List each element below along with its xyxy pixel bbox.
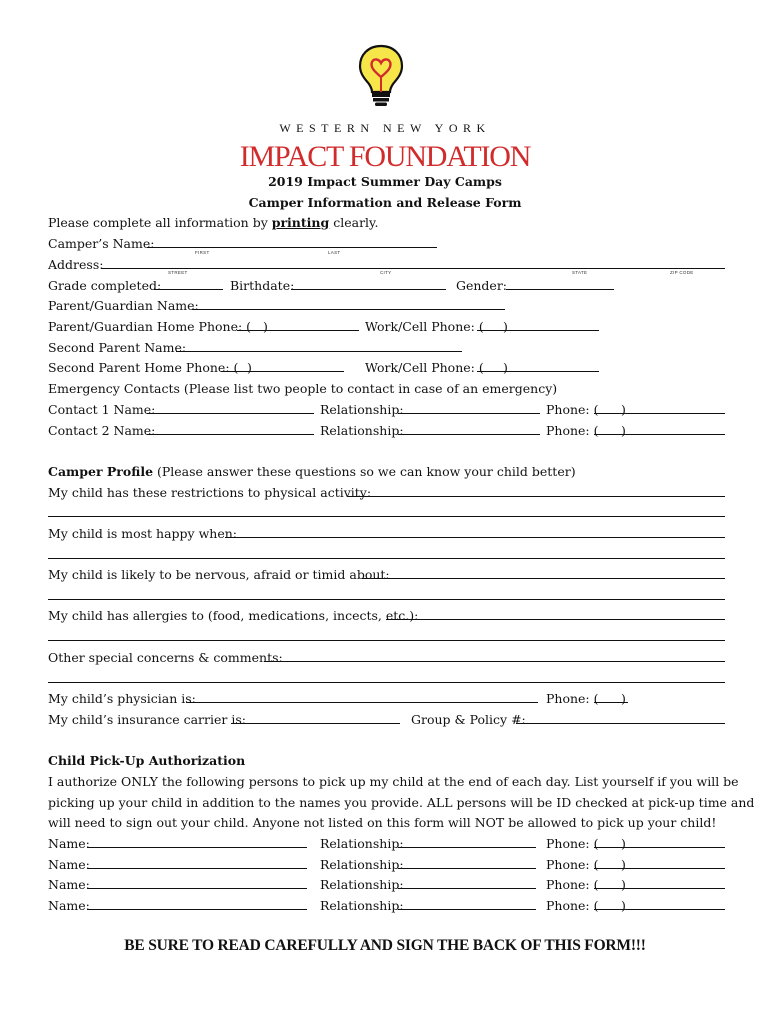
address-line[interactable] <box>101 268 725 269</box>
parent-home-phone-close: ) <box>263 319 268 334</box>
pickup4-relationship-label: Relationship: <box>320 898 404 913</box>
work-cell-phone-2-line[interactable] <box>477 371 599 372</box>
second-parent-name-label: Second Parent Name: <box>48 340 187 355</box>
work-cell-phone-2-label: Work/Cell Phone: ( <box>365 360 484 375</box>
contact1-relationship-line[interactable] <box>398 413 540 414</box>
work-cell-phone-2-close: ) <box>503 360 508 375</box>
contact2-name-line[interactable] <box>147 434 314 435</box>
physician-line[interactable] <box>186 702 538 703</box>
sign-back-notice: BE SURE TO READ CAREFULLY AND SIGN THE BACK OF THIS FORM!!! <box>124 937 646 954</box>
happy-line-1[interactable] <box>225 537 725 538</box>
address-label: Address: <box>48 257 104 272</box>
allergies-line-1[interactable] <box>386 619 725 620</box>
pickup-paragraph-2: picking up your child in addition to the names you provide. ALL persons will be ID checked at pick-up time and <box>48 795 755 810</box>
restrictions-label: My child has these restrictions to physical activity: <box>48 485 372 500</box>
pickup3-relationship-line[interactable] <box>398 888 536 889</box>
gender-line[interactable] <box>506 289 614 290</box>
concerns-line-1[interactable] <box>264 661 725 662</box>
pickup1-relationship-label: Relationship: <box>320 836 404 851</box>
parent-name-line[interactable] <box>192 309 505 310</box>
contact1-phone-label: Phone: ( <box>546 402 599 417</box>
pickup-paragraph-3: will need to sign out your child. Anyone not listed on this form will NOT be allowed to pick up your child! <box>48 815 717 830</box>
pickup1-name-line[interactable] <box>87 847 307 848</box>
contact1-phone-close: ) <box>621 402 626 417</box>
group-policy-label: Group & Policy #: <box>411 712 526 727</box>
form-title: 2019 Impact Summer Day Camps <box>268 174 502 189</box>
pickup2-relationship-label: Relationship: <box>320 857 404 872</box>
contact2-relationship-label: Relationship: <box>320 423 404 438</box>
intro-before: Please complete all information by <box>48 215 272 230</box>
physician-phone-close: ) <box>621 691 626 706</box>
contact2-relationship-line[interactable] <box>398 434 540 435</box>
happy-label: My child is most happy when: <box>48 526 237 541</box>
state-caption: STATE <box>572 270 588 275</box>
parent-name-label: Parent/Guardian Name: <box>48 298 199 313</box>
pickup1-phone-line[interactable] <box>594 847 725 848</box>
group-policy-line[interactable] <box>516 723 725 724</box>
first-name-caption: FIRST <box>195 250 210 255</box>
intro-text <box>48 215 378 231</box>
grade-label: Grade completed: <box>48 278 162 293</box>
pickup2-name-line[interactable] <box>87 868 307 869</box>
insurance-label: My child’s insurance carrier is: <box>48 712 246 727</box>
second-parent-home-phone-line[interactable] <box>221 371 344 372</box>
pickup4-phone-line[interactable] <box>594 909 725 910</box>
allergies-line-2[interactable] <box>48 640 725 641</box>
second-parent-name-line[interactable] <box>176 351 462 352</box>
form-subtitle: Camper Information and Release Form <box>248 195 522 210</box>
second-parent-home-phone-label: Second Parent Home Phone: ( <box>48 360 239 375</box>
allergies-label: My child has allergies to (food, medications, incects, etc.): <box>48 608 419 623</box>
nervous-line-2[interactable] <box>48 599 725 600</box>
contact2-phone-close: ) <box>621 423 626 438</box>
camper-profile-title: Camper Profile <box>48 464 154 479</box>
happy-line-2[interactable] <box>48 558 725 559</box>
pickup2-phone-line[interactable] <box>594 868 725 869</box>
street-caption: STREET <box>168 270 188 275</box>
emergency-contacts-label: Emergency Contacts (Please list two people to contact in case of an emergency) <box>48 381 558 396</box>
pickup3-name-line[interactable] <box>87 888 307 889</box>
camper-profile-heading <box>48 464 576 480</box>
org-title: IMPACT FOUNDATION <box>239 140 531 173</box>
pickup-heading: Child Pick-Up Authorization <box>48 753 246 768</box>
pickup2-phone-label: Phone: ( <box>546 857 599 872</box>
pickup-paragraph-1: I authorize ONLY the following persons to pick up my child at the end of each day. List yourself if you will be <box>48 774 739 789</box>
second-parent-home-phone-close: ) <box>247 360 252 375</box>
physician-label: My child’s physician is: <box>48 691 196 706</box>
pickup4-name-line[interactable] <box>87 909 307 910</box>
pickup4-relationship-line[interactable] <box>398 909 536 910</box>
zip-caption: ZIP CODE <box>670 270 694 275</box>
parent-home-phone-label: Parent/Guardian Home Phone: ( <box>48 319 252 334</box>
birthdate-label: Birthdate: <box>230 278 295 293</box>
insurance-line[interactable] <box>231 723 400 724</box>
pickup3-phone-line[interactable] <box>594 888 725 889</box>
campers-name-label: Camper’s Name: <box>48 236 155 251</box>
pickup3-relationship-label: Relationship: <box>320 877 404 892</box>
work-cell-phone-close: ) <box>503 319 508 334</box>
intro-after: clearly. <box>329 215 379 230</box>
pickup4-phone-close: ) <box>621 898 626 913</box>
physician-phone-label: Phone: ( <box>546 691 599 706</box>
pickup3-name-label: Name: <box>48 877 90 892</box>
work-cell-phone-label: Work/Cell Phone: ( <box>365 319 484 334</box>
gender-label: Gender: <box>456 278 508 293</box>
contact2-phone-label: Phone: ( <box>546 423 599 438</box>
pickup2-relationship-line[interactable] <box>398 868 536 869</box>
lightbulb-logo-icon <box>356 43 406 109</box>
last-name-caption: LAST <box>328 250 341 255</box>
grade-line[interactable] <box>154 289 223 290</box>
concerns-label: Other special concerns & comments: <box>48 650 283 665</box>
pickup1-relationship-line[interactable] <box>398 847 536 848</box>
restrictions-line-1[interactable] <box>347 496 725 497</box>
nervous-label: My child is likely to be nervous, afraid or timid about: <box>48 567 390 582</box>
contact1-name-line[interactable] <box>147 413 314 414</box>
intro-emphasis: printing <box>271 215 330 230</box>
contact1-name-label: Contact 1 Name: <box>48 402 156 417</box>
contact1-phone-line[interactable] <box>594 413 725 414</box>
pickup4-name-label: Name: <box>48 898 90 913</box>
birthdate-line[interactable] <box>291 289 446 290</box>
pickup2-phone-close: ) <box>621 857 626 872</box>
pickup3-phone-close: ) <box>621 877 626 892</box>
pickup1-name-label: Name: <box>48 836 90 851</box>
city-caption: CITY <box>380 270 392 275</box>
contact2-phone-line[interactable] <box>594 434 725 435</box>
parent-home-phone-line[interactable] <box>237 330 359 331</box>
contact2-name-label: Contact 2 Name: <box>48 423 156 438</box>
pickup1-phone-close: ) <box>621 836 626 851</box>
campers-name-line[interactable] <box>147 247 437 248</box>
concerns-line-2[interactable] <box>48 682 725 683</box>
org-subtitle: WESTERN NEW YORK <box>279 121 491 135</box>
restrictions-line-2[interactable] <box>48 516 725 517</box>
camper-profile-note: (Please answer these questions so we can know your child better) <box>153 464 576 479</box>
pickup4-phone-label: Phone: ( <box>546 898 599 913</box>
pickup2-name-label: Name: <box>48 857 90 872</box>
pickup1-phone-label: Phone: ( <box>546 836 599 851</box>
work-cell-phone-line[interactable] <box>477 330 599 331</box>
pickup3-phone-label: Phone: ( <box>546 877 599 892</box>
contact1-relationship-label: Relationship: <box>320 402 404 417</box>
nervous-line-1[interactable] <box>362 578 725 579</box>
